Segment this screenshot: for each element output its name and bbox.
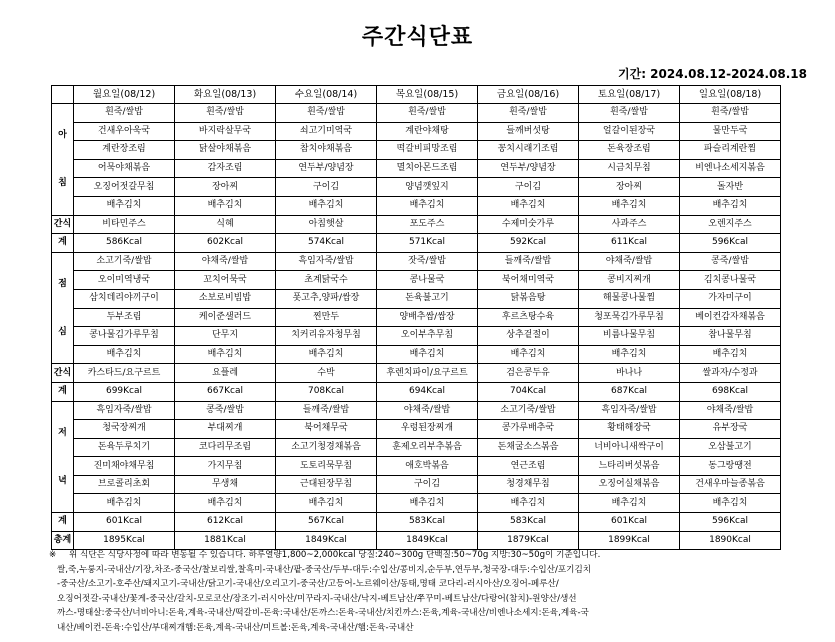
menu-item: 폿고추,양파/쌈장 — [276, 289, 377, 308]
kcal-value: 699Kcal — [74, 382, 175, 401]
dinner-row — [52, 494, 781, 513]
menu-item: 연두부/양념장 — [478, 159, 579, 178]
section-label-char: 아 — [58, 130, 67, 141]
kcal-label: 계 — [52, 234, 74, 253]
section-label-char: 녁 — [58, 475, 67, 486]
menu-item: 멸치아몬드조림 — [377, 159, 478, 178]
menu-item: 황태해장국 — [579, 420, 680, 439]
day-header: 토요일(08/17) — [579, 86, 680, 104]
menu-item: 김치콩나물국 — [680, 271, 781, 290]
day-header: 일요일(08/18) — [680, 86, 781, 104]
menu-item: 들깨죽/쌀밥 — [276, 401, 377, 420]
menu-item: 가자미구이 — [680, 289, 781, 308]
day-header: 목요일(08/15) — [377, 86, 478, 104]
snack-row — [52, 364, 781, 383]
menu-item: 배추김치 — [579, 196, 680, 215]
dinner-row — [52, 457, 781, 476]
kcal-label: 계 — [52, 382, 74, 401]
menu-item: 야채죽/쌀밥 — [680, 401, 781, 420]
snack-item: 카스타드/요구르트 — [74, 364, 175, 383]
menu-item: 계란야채탕 — [377, 122, 478, 141]
menu-item: 배추김치 — [478, 196, 579, 215]
day-header: 화요일(08/13) — [175, 86, 276, 104]
menu-item: 배추김치 — [680, 345, 781, 364]
snack-item: 식혜 — [175, 215, 276, 234]
kcal-value: 592Kcal — [478, 234, 579, 253]
menu-item: 물만두국 — [680, 122, 781, 141]
kcal-row — [52, 513, 781, 532]
snack-item: 수박 — [276, 364, 377, 383]
menu-item: 비름나물무침 — [579, 327, 680, 346]
kcal-value: 586Kcal — [74, 234, 175, 253]
day-header: 월요일(08/12) — [74, 86, 175, 104]
snack-item: 후렌치파이/요구르트 — [377, 364, 478, 383]
menu-item: 소고기죽/쌀밥 — [478, 401, 579, 420]
menu-item: 야채죽/쌀밥 — [175, 252, 276, 271]
menu-item: 흑임자죽/쌀밥 — [579, 401, 680, 420]
menu-item: 콩나물국 — [377, 271, 478, 290]
total-value: 1849Kcal — [377, 531, 478, 550]
menu-item: 시금치무침 — [579, 159, 680, 178]
menu-item: 상추겉절이 — [478, 327, 579, 346]
kcal-value: 602Kcal — [175, 234, 276, 253]
menu-item: 돈육두루치기 — [74, 438, 175, 457]
menu-item: 돈육장조림 — [579, 141, 680, 160]
kcal-value: 612Kcal — [175, 513, 276, 532]
section-label-char: 저 — [58, 427, 67, 438]
menu-item: 배추김치 — [175, 345, 276, 364]
snack-item: 바나나 — [579, 364, 680, 383]
note-line: -중국산/소고기-호주산/돼지고기-국내산/닭고기-국내산/오리고기-중국산/고등어-노르웨이산/동태,명태 코다리-러시아산/오징어-페루산/ — [57, 579, 559, 590]
menu-item: 콩나물김가루무침 — [74, 327, 175, 346]
section-label-char: 침 — [58, 178, 67, 189]
menu-item: 구이김 — [478, 178, 579, 197]
breakfast-row — [52, 122, 781, 141]
menu-item: 참치야채볶음 — [276, 141, 377, 160]
menu-item: 장아찌 — [175, 178, 276, 197]
menu-item: 애호박볶음 — [377, 457, 478, 476]
dinner-row — [52, 475, 781, 494]
menu-item: 청국장찌개 — [74, 420, 175, 439]
menu-item: 건새우아욱국 — [74, 122, 175, 141]
menu-item: 단무지 — [175, 327, 276, 346]
kcal-value: 567Kcal — [276, 513, 377, 532]
menu-item: 배추김치 — [377, 345, 478, 364]
menu-item: 감자조림 — [175, 159, 276, 178]
menu-item: 참나물무침 — [680, 327, 781, 346]
menu-item: 배추김치 — [74, 345, 175, 364]
menu-item: 해물콩나물찜 — [579, 289, 680, 308]
menu-item: 부대찌개 — [175, 420, 276, 439]
note-mark: ※ — [49, 550, 57, 560]
menu-item: 가지무침 — [175, 457, 276, 476]
menu-item: 배추김치 — [276, 345, 377, 364]
menu-item: 비엔나소세지볶음 — [680, 159, 781, 178]
menu-item: 꽁치시래기조림 — [478, 141, 579, 160]
menu-item: 코다리무조림 — [175, 438, 276, 457]
total-value: 1890Kcal — [680, 531, 781, 550]
breakfast-label — [52, 104, 74, 216]
menu-item: 배추김치 — [680, 196, 781, 215]
page-title: 주간식단표 — [361, 25, 474, 50]
menu-item: 흰죽/쌀밥 — [680, 104, 781, 123]
menu-item: 동그랑땡전 — [680, 457, 781, 476]
note-line: 내산/베이컨-돈육:수입산/부대찌개햄:돈육,계육-국내산/미트볼:돈육,계육-국내산/햄:돈육-국내산 — [57, 622, 414, 633]
menu-item: 배추김치 — [276, 494, 377, 513]
dinner-label — [52, 401, 74, 513]
dinner-row — [52, 438, 781, 457]
snack-label: 간식 — [52, 364, 74, 383]
kcal-value: 583Kcal — [377, 513, 478, 532]
menu-item: 양념깻잎지 — [377, 178, 478, 197]
menu-item: 꼬치어묵국 — [175, 271, 276, 290]
menu-item: 배추김치 — [579, 345, 680, 364]
total-value: 1881Kcal — [175, 531, 276, 550]
menu-item: 장아찌 — [579, 178, 680, 197]
menu-item: 연근조림 — [478, 457, 579, 476]
menu-item: 무생채 — [175, 475, 276, 494]
kcal-value: 601Kcal — [579, 513, 680, 532]
snack-item: 사과주스 — [579, 215, 680, 234]
menu-item: 훈제오리부추볶음 — [377, 438, 478, 457]
snack-item: 아침햇살 — [276, 215, 377, 234]
menu-item: 얼갈이된장국 — [579, 122, 680, 141]
kcal-value: 667Kcal — [175, 382, 276, 401]
menu-item: 돈육불고기 — [377, 289, 478, 308]
menu-item: 배추김치 — [478, 345, 579, 364]
corner-cell — [52, 86, 74, 104]
snack-item: 오렌지주스 — [680, 215, 781, 234]
menu-item: 바지락살무국 — [175, 122, 276, 141]
kcal-value: 583Kcal — [478, 513, 579, 532]
menu-item: 돈채굴소스볶음 — [478, 438, 579, 457]
menu-item: 초계닭국수 — [276, 271, 377, 290]
lunch-row — [52, 345, 781, 364]
menu-item: 배추김치 — [74, 494, 175, 513]
menu-item: 어묵야채볶음 — [74, 159, 175, 178]
breakfast-row — [52, 159, 781, 178]
dinner-row — [52, 401, 781, 420]
menu-item: 연두부/양념장 — [276, 159, 377, 178]
menu-item: 배추김치 — [478, 494, 579, 513]
menu-item: 후르츠탕수육 — [478, 308, 579, 327]
menu-item: 너비아니새싹구이 — [579, 438, 680, 457]
kcal-row — [52, 382, 781, 401]
menu-item: 야채죽/쌀밥 — [579, 252, 680, 271]
menu-item: 북어채미역국 — [478, 271, 579, 290]
menu-item: 닭볶음탕 — [478, 289, 579, 308]
menu-item: 소보로비빔밥 — [175, 289, 276, 308]
menu-item: 청포묵김가루무침 — [579, 308, 680, 327]
section-label-char: 점 — [58, 279, 67, 290]
menu-item: 배추김치 — [175, 196, 276, 215]
menu-item: 북어채무국 — [276, 420, 377, 439]
menu-item: 베이컨감자채볶음 — [680, 308, 781, 327]
menu-item: 삼치데리야끼구이 — [74, 289, 175, 308]
menu-item: 파슬리계란찜 — [680, 141, 781, 160]
menu-item: 오징어젓갈무침 — [74, 178, 175, 197]
kcal-value: 694Kcal — [377, 382, 478, 401]
menu-item: 흰죽/쌀밥 — [74, 104, 175, 123]
menu-item: 돌자반 — [680, 178, 781, 197]
notes — [49, 548, 792, 636]
menu-item: 오이미역냉국 — [74, 271, 175, 290]
menu-item: 떡갈비피망조림 — [377, 141, 478, 160]
menu-item: 흰죽/쌀밥 — [377, 104, 478, 123]
breakfast-row — [52, 104, 781, 123]
menu-item: 배추김치 — [276, 196, 377, 215]
menu-item: 양배추쌈/쌈장 — [377, 308, 478, 327]
kcal-value: 571Kcal — [377, 234, 478, 253]
snack-item: 포도주스 — [377, 215, 478, 234]
total-value: 1895Kcal — [74, 531, 175, 550]
kcal-value: 611Kcal — [579, 234, 680, 253]
kcal-value: 596Kcal — [680, 513, 781, 532]
kcal-value: 596Kcal — [680, 234, 781, 253]
lunch-label — [52, 252, 74, 364]
menu-item: 콩비지찌개 — [579, 271, 680, 290]
menu-item: 흰죽/쌀밥 — [276, 104, 377, 123]
weekly-menu-table — [51, 85, 781, 550]
menu-item: 배추김치 — [175, 494, 276, 513]
total-value: 1899Kcal — [579, 531, 680, 550]
total-row — [52, 531, 781, 550]
note-line: 위 식단은 식당사정에 따라 변동될 수 있습니다. 하루열량1,800~2,000kcal 당질:240~300g 단백질:50~70g 지방:30~50g이 기준입니다. — [69, 550, 601, 560]
kcal-value: 574Kcal — [276, 234, 377, 253]
menu-item: 배추김치 — [377, 196, 478, 215]
menu-item: 계란장조림 — [74, 141, 175, 160]
menu-item: 흑임자죽/쌀밥 — [276, 252, 377, 271]
dinner-row — [52, 420, 781, 439]
menu-item: 구이김 — [276, 178, 377, 197]
menu-item: 야채죽/쌀밥 — [377, 401, 478, 420]
menu-item: 건새우마늘종볶음 — [680, 475, 781, 494]
menu-item: 근대된장무침 — [276, 475, 377, 494]
day-header: 금요일(08/16) — [478, 86, 579, 104]
menu-item: 케이준샐러드 — [175, 308, 276, 327]
total-label: 총계 — [52, 531, 74, 550]
menu-item: 두부조림 — [74, 308, 175, 327]
menu-item: 유부장국 — [680, 420, 781, 439]
menu-item: 도토리묵무침 — [276, 457, 377, 476]
kcal-row — [52, 234, 781, 253]
lunch-row — [52, 308, 781, 327]
menu-item: 콩죽/쌀밥 — [680, 252, 781, 271]
menu-item: 흰죽/쌀밥 — [579, 104, 680, 123]
snack-item: 비타민주스 — [74, 215, 175, 234]
lunch-row — [52, 327, 781, 346]
kcal-value: 708Kcal — [276, 382, 377, 401]
menu-item: 흰죽/쌀밥 — [175, 104, 276, 123]
lunch-row — [52, 271, 781, 290]
menu-item: 오삼불고기 — [680, 438, 781, 457]
period-label: 기간: 2024.08.12-2024.08.18 — [618, 67, 807, 81]
day-header: 수요일(08/14) — [276, 86, 377, 104]
breakfast-row — [52, 141, 781, 160]
breakfast-row — [52, 178, 781, 197]
menu-item: 배추김치 — [680, 494, 781, 513]
snack-item: 쌀과자/수정과 — [680, 364, 781, 383]
lunch-row — [52, 289, 781, 308]
kcal-value: 687Kcal — [579, 382, 680, 401]
kcal-value: 698Kcal — [680, 382, 781, 401]
menu-item: 오이부추무침 — [377, 327, 478, 346]
menu-item: 쇠고기미역국 — [276, 122, 377, 141]
kcal-label: 계 — [52, 513, 74, 532]
menu-item: 진미채야채무침 — [74, 457, 175, 476]
menu-item: 흰죽/쌀밥 — [478, 104, 579, 123]
header-row — [52, 86, 781, 104]
kcal-value: 704Kcal — [478, 382, 579, 401]
total-value: 1849Kcal — [276, 531, 377, 550]
snack-item: 수제미숫가루 — [478, 215, 579, 234]
menu-item: 소고기청경채볶음 — [276, 438, 377, 457]
menu-item: 브로콜리초회 — [74, 475, 175, 494]
menu-item: 콩죽/쌀밥 — [175, 401, 276, 420]
snack-label: 간식 — [52, 215, 74, 234]
total-value: 1879Kcal — [478, 531, 579, 550]
snack-row — [52, 215, 781, 234]
menu-item: 오징어실채볶음 — [579, 475, 680, 494]
menu-item: 닭살야채볶음 — [175, 141, 276, 160]
menu-item: 잣죽/쌀밥 — [377, 252, 478, 271]
menu-item: 들깨버섯탕 — [478, 122, 579, 141]
menu-item: 느타리버섯볶음 — [579, 457, 680, 476]
note-line: 쌀,죽,누룽지-국내산/기장,차조-중국산/찰보리쌀,찰흑미-국내산/팥-중국산/두부-대두:수입산/콩비지,순두부,연두부,청국장-대두:수입산/포기김치 — [57, 564, 592, 575]
menu-item: 청경채무침 — [478, 475, 579, 494]
menu-item: 찐만두 — [276, 308, 377, 327]
menu-item: 들깨죽/쌀밥 — [478, 252, 579, 271]
note-line: 오징어젓갈-국내산/꽃게-중국산/갈치-모로코산/장조기-러시아산/미꾸라지-국내산/낙지-베트남산/쭈꾸미-베트남산/다랑어(참치)-원양산/생선 — [57, 593, 577, 604]
menu-item: 콩가루배추국 — [478, 420, 579, 439]
section-label-char: 심 — [58, 327, 67, 338]
breakfast-row — [52, 196, 781, 215]
kcal-value: 601Kcal — [74, 513, 175, 532]
note-line: 까스-명태살:중국산/너비아니:돈육,계육-국내산/떡갈비-돈육:국내산/돈까스:돈육-국내산/치킨까스:돈육,계육-국내산/비엔나소세지:돈육,계육-국 — [57, 608, 589, 619]
menu-item: 배추김치 — [579, 494, 680, 513]
menu-item: 흑임자죽/쌀밥 — [74, 401, 175, 420]
snack-item: 검은콩두유 — [478, 364, 579, 383]
menu-item: 치커리유자청무침 — [276, 327, 377, 346]
menu-item: 소고기죽/쌀밥 — [74, 252, 175, 271]
lunch-row — [52, 252, 781, 271]
menu-item: 우렁된장찌개 — [377, 420, 478, 439]
snack-item: 요플레 — [175, 364, 276, 383]
menu-item: 구이김 — [377, 475, 478, 494]
menu-item: 배추김치 — [377, 494, 478, 513]
menu-item: 배추김치 — [74, 196, 175, 215]
